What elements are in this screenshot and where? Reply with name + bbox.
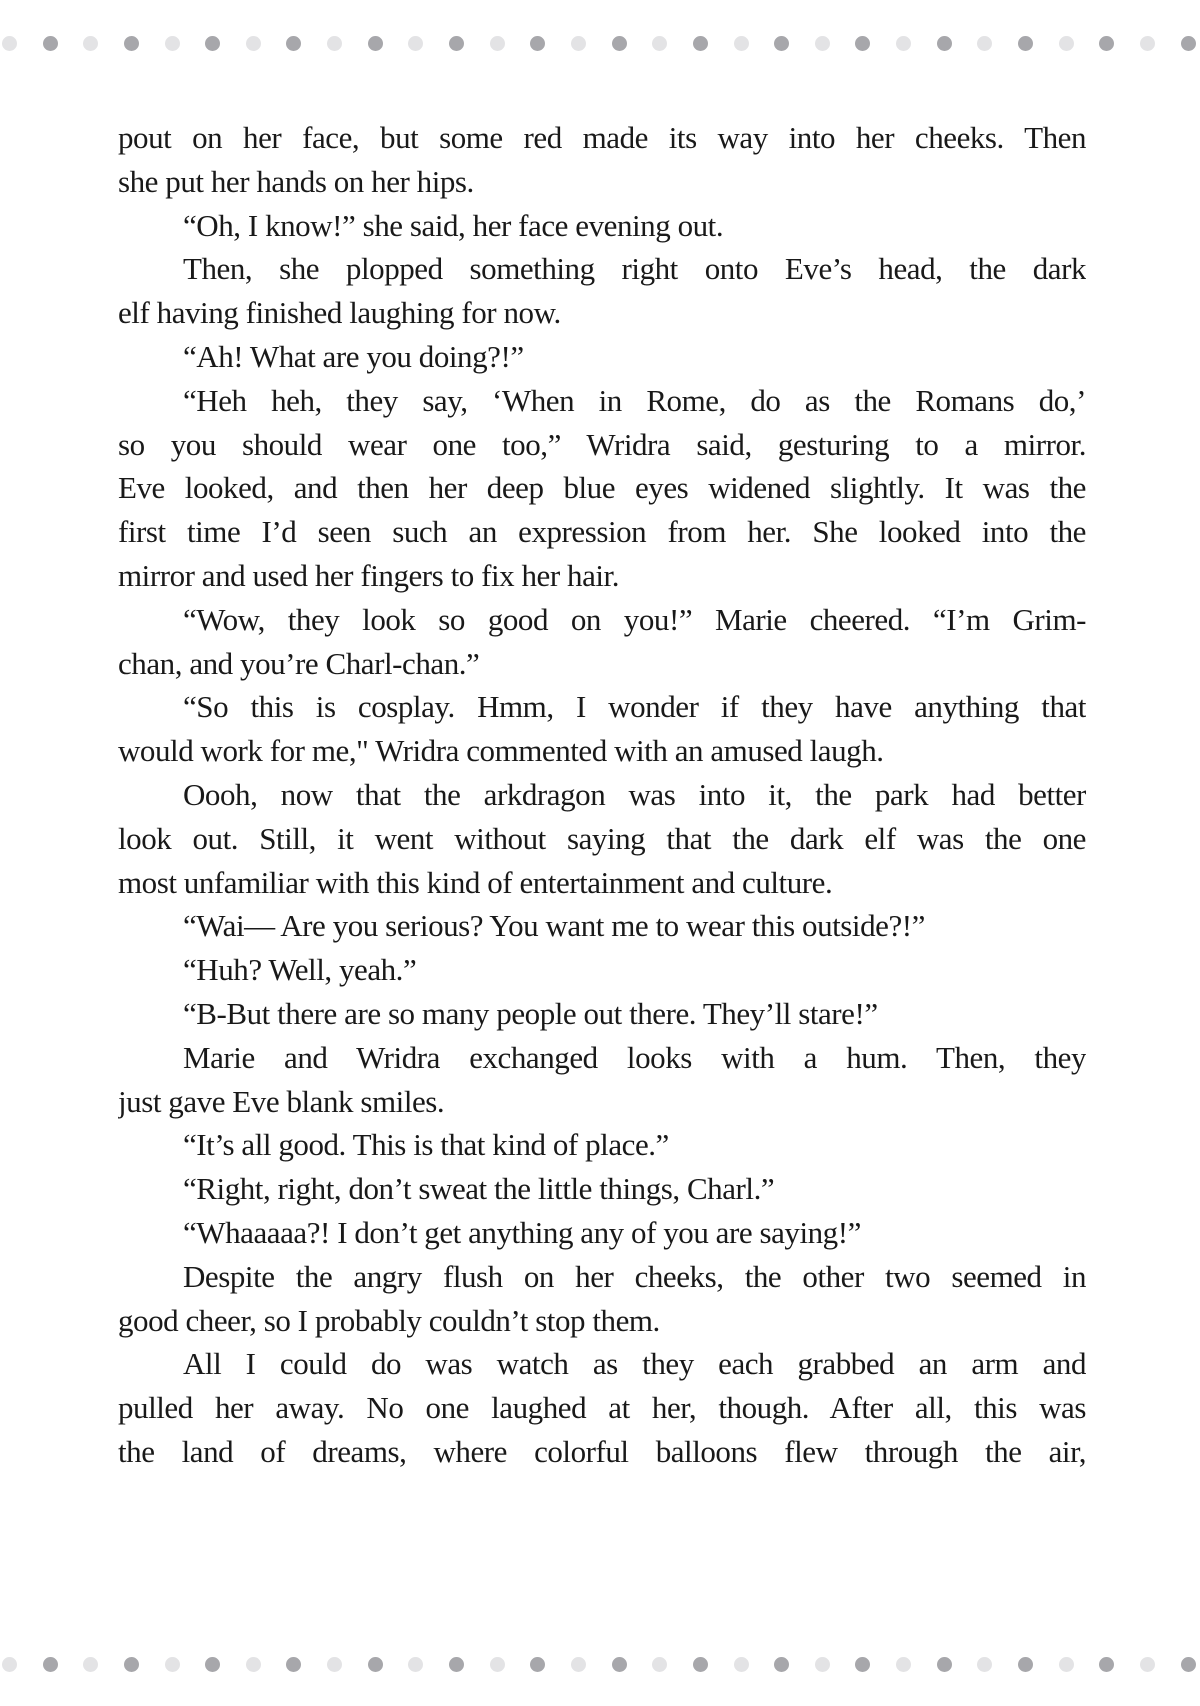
border-dot	[977, 36, 992, 51]
border-dot	[693, 36, 708, 51]
border-dot	[2, 1657, 17, 1672]
border-dot	[774, 1657, 789, 1672]
border-dot	[2, 36, 17, 51]
border-dot	[246, 36, 261, 51]
paragraph	[118, 685, 1086, 773]
border-dot	[937, 36, 952, 51]
border-dot	[734, 1657, 749, 1672]
text-line: “Right, right, don’t sweat the little things, Charl.”	[183, 1171, 775, 1207]
paragraph	[118, 1036, 1086, 1124]
paragraph	[118, 204, 1086, 248]
border-dot	[896, 36, 911, 51]
bottom-dotted-border	[2, 1657, 1196, 1672]
border-dot	[1181, 1657, 1196, 1672]
text-line: “Wow, they look so good on you!” Marie cheered. “I’m Grim-	[183, 601, 1086, 637]
text-line: she put her hands on her hips.	[118, 163, 474, 199]
text-line: mirror and used her fingers to fix her hair.	[118, 557, 620, 593]
border-dot	[368, 36, 383, 51]
text-line: most unfamiliar with this kind of entertainment and culture.	[118, 864, 833, 900]
border-dot	[165, 1657, 180, 1672]
border-dot	[1099, 36, 1114, 51]
border-dot	[774, 36, 789, 51]
text-line: the land of dreams, where colorful balloons flew through the air,	[118, 1433, 1086, 1469]
text-line: just gave Eve blank smiles.	[118, 1083, 445, 1119]
border-dot	[693, 1657, 708, 1672]
paragraph	[118, 335, 1086, 379]
border-dot	[286, 1657, 301, 1672]
border-dot	[612, 36, 627, 51]
paragraph	[118, 1255, 1086, 1343]
text-line: “B-But there are so many people out there. They’ll stare!”	[183, 995, 878, 1031]
page-text	[118, 116, 1086, 1474]
border-dot	[815, 36, 830, 51]
text-line: “Wai— Are you serious? You want me to wear this outside?!”	[183, 908, 925, 944]
text-line: “Heh heh, they say, ‘When in Rome, do as the Romans do,’	[183, 382, 1086, 418]
border-dot	[571, 1657, 586, 1672]
paragraph	[118, 1123, 1086, 1167]
text-line: “So this is cosplay. Hmm, I wonder if they have anything that	[183, 689, 1086, 725]
paragraph	[118, 116, 1086, 204]
text-line: look out. Still, it went without saying that the dark elf was the one	[118, 820, 1086, 856]
text-line: chan, and you’re Charl-chan.”	[118, 645, 480, 681]
border-dot	[1140, 36, 1155, 51]
text-line: Eve looked, and then her deep blue eyes widened slightly. It was the	[118, 470, 1086, 506]
border-dot	[977, 1657, 992, 1672]
border-dot	[490, 1657, 505, 1672]
border-dot	[1018, 36, 1033, 51]
paragraph	[118, 379, 1086, 598]
border-dot	[896, 1657, 911, 1672]
paragraph	[118, 904, 1086, 948]
border-dot	[530, 36, 545, 51]
text-line: elf having finished laughing for now.	[118, 295, 561, 331]
border-dot	[652, 36, 667, 51]
text-line: “Huh? Well, yeah.”	[183, 952, 417, 988]
border-dot	[449, 1657, 464, 1672]
text-line: pulled her away. No one laughed at her, though. After all, this was	[118, 1390, 1086, 1426]
paragraph	[118, 948, 1086, 992]
border-dot	[449, 36, 464, 51]
text-line: “Ah! What are you doing?!”	[183, 338, 524, 374]
text-line: pout on her face, but some red made its way into her cheeks. Then	[118, 120, 1086, 155]
border-dot	[855, 36, 870, 51]
text-line: Despite the angry flush on her cheeks, the other two seemed in	[183, 1258, 1086, 1294]
top-dotted-border	[2, 36, 1196, 51]
border-dot	[408, 1657, 423, 1672]
paragraph	[118, 598, 1086, 686]
text-line: first time I’d seen such an expression from her. She looked into the	[118, 514, 1086, 550]
border-dot	[83, 36, 98, 51]
border-dot	[1059, 1657, 1074, 1672]
border-dot	[1099, 1657, 1114, 1672]
text-line: Oooh, now that the arkdragon was into it, the park had better	[183, 776, 1086, 812]
border-dot	[1018, 1657, 1033, 1672]
border-dot	[205, 36, 220, 51]
border-dot	[652, 1657, 667, 1672]
text-line: Marie and Wridra exchanged looks with a hum. Then, they	[183, 1039, 1086, 1075]
border-dot	[43, 36, 58, 51]
border-dot	[43, 1657, 58, 1672]
text-line: “Oh, I know!” she said, her face evening out.	[183, 207, 724, 243]
paragraph	[118, 1211, 1086, 1255]
border-dot	[734, 36, 749, 51]
border-dot	[937, 1657, 952, 1672]
text-line: Then, she plopped something right onto Eve’s head, the dark	[183, 251, 1086, 287]
border-dot	[124, 1657, 139, 1672]
border-dot	[327, 1657, 342, 1672]
text-line: “It’s all good. This is that kind of place.”	[183, 1127, 669, 1163]
text-line: “Whaaaaa?! I don’t get anything any of you are saying!”	[183, 1214, 861, 1250]
border-dot	[1140, 1657, 1155, 1672]
border-dot	[530, 1657, 545, 1672]
border-dot	[1181, 36, 1196, 51]
border-dot	[246, 1657, 261, 1672]
border-dot	[855, 1657, 870, 1672]
border-dot	[327, 36, 342, 51]
paragraph	[118, 247, 1086, 335]
text-line: so you should wear one too,” Wridra said, gesturing to a mirror.	[118, 426, 1086, 462]
border-dot	[165, 36, 180, 51]
border-dot	[408, 36, 423, 51]
paragraph	[118, 773, 1086, 904]
text-line: would work for me," Wridra commented with an amused laugh.	[118, 733, 884, 769]
border-dot	[571, 36, 586, 51]
paragraph	[118, 1167, 1086, 1211]
text-line: All I could do was watch as they each grabbed an arm and	[183, 1346, 1086, 1382]
border-dot	[490, 36, 505, 51]
border-dot	[612, 1657, 627, 1672]
paragraph	[118, 992, 1086, 1036]
border-dot	[1059, 36, 1074, 51]
paragraph	[118, 1342, 1086, 1473]
border-dot	[368, 1657, 383, 1672]
border-dot	[83, 1657, 98, 1672]
border-dot	[815, 1657, 830, 1672]
border-dot	[124, 36, 139, 51]
border-dot	[205, 1657, 220, 1672]
text-line: good cheer, so I probably couldn’t stop them.	[118, 1302, 660, 1338]
border-dot	[286, 36, 301, 51]
